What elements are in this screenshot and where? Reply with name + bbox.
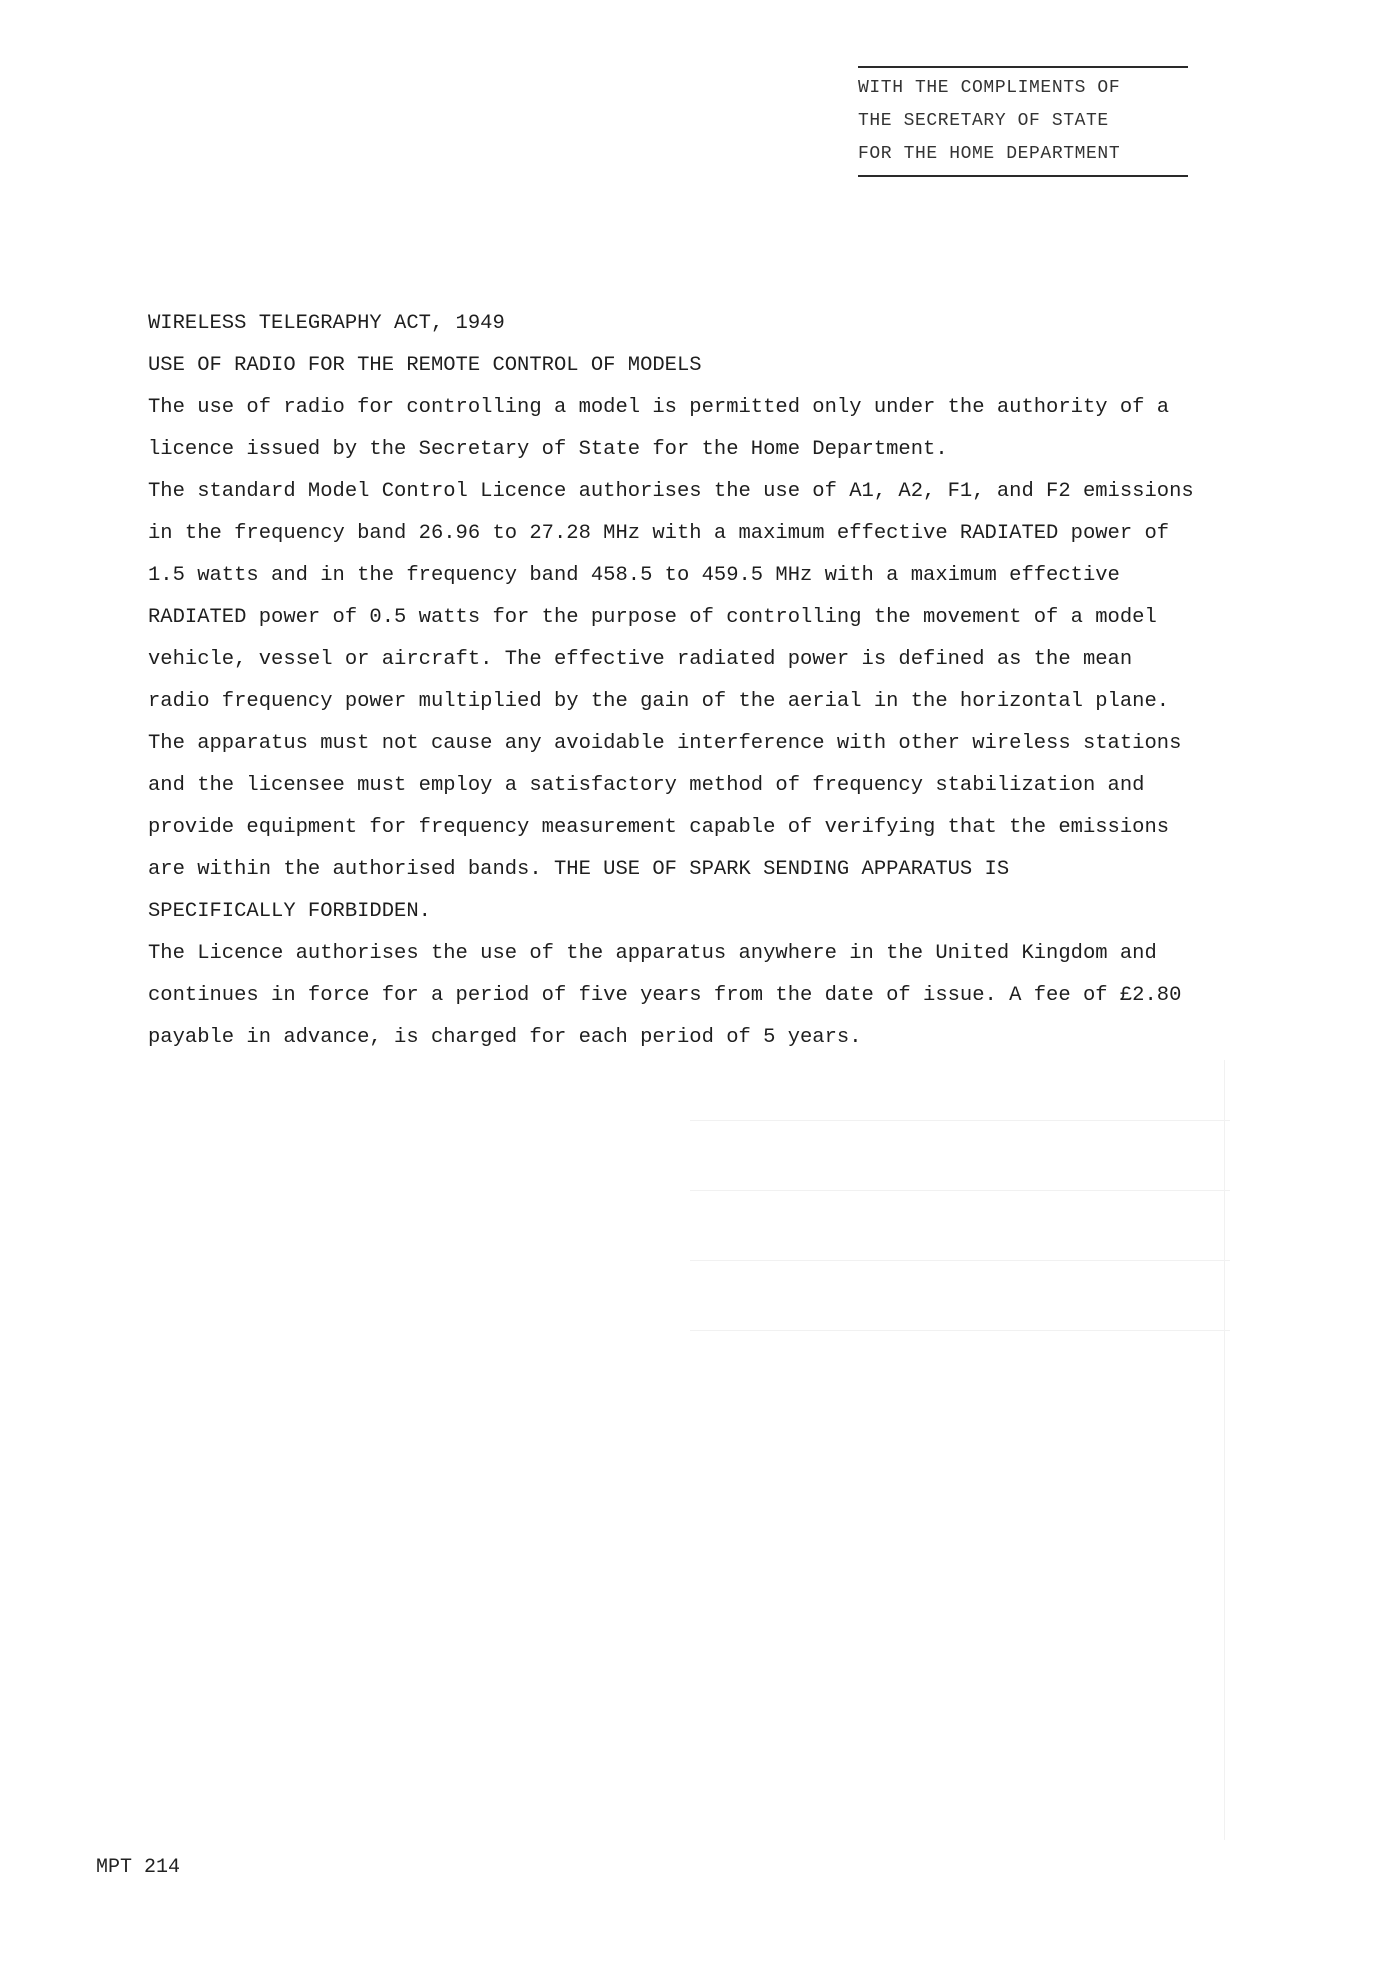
paragraph-line: vehicle, vessel or aircraft. The effective radiated power is defined as the mean (148, 648, 1133, 671)
paragraph-line: are within the authorised bands. THE USE OF SPARK SENDING APPARATUS IS (148, 858, 1010, 881)
paragraph-line: licence issued by the Secretary of State for the Home Department. (148, 438, 948, 461)
paragraph-line: The use of radio for controlling a model is permitted only under the authority of a (148, 396, 1170, 419)
paragraph-validity-fee (148, 933, 1358, 1059)
paragraph-licence-terms (148, 471, 1358, 933)
paragraph-line: in the frequency band 26.96 to 27.28 MHz with a maximum effective RADIATED power of (148, 522, 1170, 545)
paragraph-line: and the licensee must employ a satisfactory method of frequency stabilization and (148, 774, 1145, 797)
show-through-rule (690, 1120, 1230, 1121)
compliments-line-3: FOR THE HOME DEPARTMENT (858, 144, 1121, 164)
show-through-rule (690, 1190, 1230, 1191)
subject-heading: USE OF RADIO FOR THE REMOTE CONTROL OF MODELS (148, 354, 702, 377)
show-through-rule (1224, 1060, 1225, 1840)
show-through-rule (690, 1260, 1230, 1261)
paragraph-line: provide equipment for frequency measurement capable of verifying that the emissions (148, 816, 1170, 839)
paragraph-line: radio frequency power multiplied by the gain of the aerial in the horizontal plane. (148, 690, 1170, 713)
compliments-line-2: THE SECRETARY OF STATE (858, 111, 1109, 131)
compliments-line-1: WITH THE COMPLIMENTS OF (858, 78, 1121, 98)
compliments-stamp (858, 66, 1188, 177)
paragraph-line: RADIATED power of 0.5 watts for the purpose of controlling the movement of a model (148, 606, 1157, 629)
form-code: MPT 214 (96, 1856, 181, 1879)
paragraph-line: payable in advance, is charged for each period of 5 years. (148, 1026, 862, 1049)
paragraph-line: SPECIFICALLY FORBIDDEN. (148, 900, 431, 923)
paragraph-line: 1.5 watts and in the frequency band 458.5 to 459.5 MHz with a maximum effective (148, 564, 1120, 587)
act-title: WIRELESS TELEGRAPHY ACT, 1949 (148, 312, 505, 335)
paragraph-line: continues in force for a period of five years from the date of issue. A fee of £2.80 (148, 984, 1182, 1007)
paragraph-authority (148, 387, 1358, 471)
paragraph-line: The apparatus must not cause any avoidable interference with other wireless stations (148, 732, 1182, 755)
paragraph-line: The standard Model Control Licence authorises the use of A1, A2, F1, and F2 emissions (148, 480, 1194, 503)
show-through-rule (690, 1330, 1230, 1331)
paragraph-line: The Licence authorises the use of the apparatus anywhere in the United Kingdom and (148, 942, 1157, 965)
document-body (148, 303, 1358, 1059)
